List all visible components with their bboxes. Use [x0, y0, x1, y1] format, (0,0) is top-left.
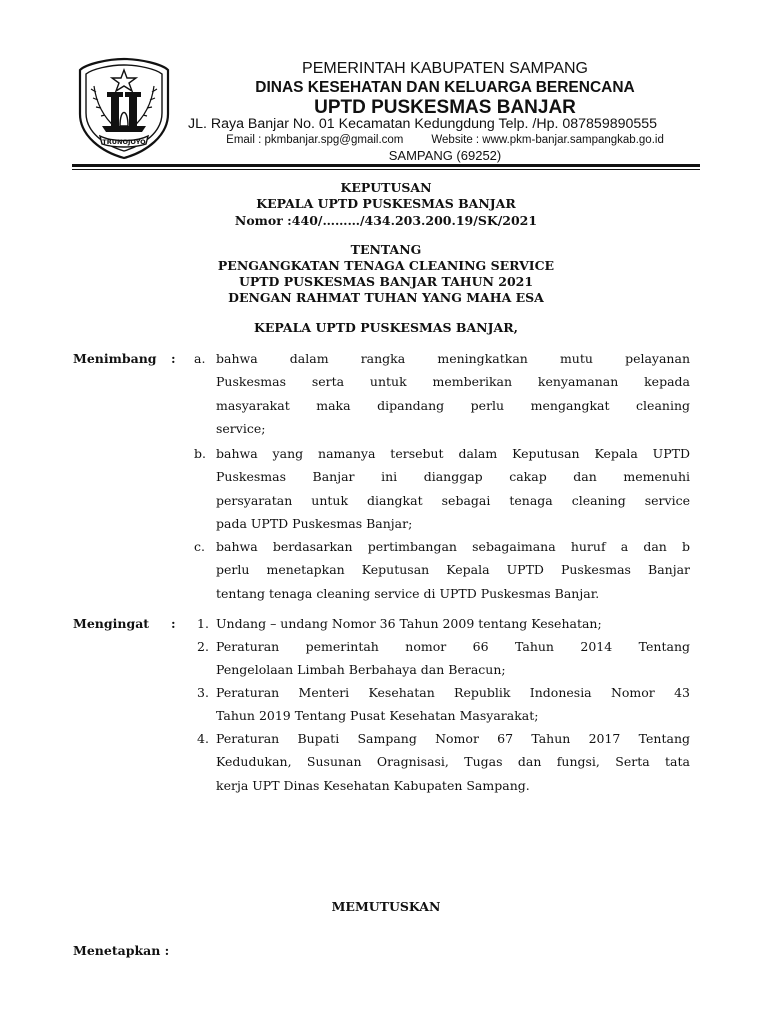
text-line: Tahun 2019 Tentang Pusat Kesehatan Masyarakat;: [216, 708, 539, 724]
mengingat-item-4: [216, 727, 690, 797]
mengingat-item-1: [216, 612, 690, 635]
text-line: Kedudukan, Susunan Oragnisasi, Tugas dan fungsi, Serta tata: [216, 754, 690, 770]
letterhead-divider: [72, 164, 700, 167]
menimbang-item-c: [216, 535, 690, 605]
decree-title: KEPUTUSAN: [340, 180, 432, 195]
decree-authority: KEPALA UPTD PUSKESMAS BANJAR,: [254, 320, 518, 335]
letterhead-website: Website : www.pkm-banjar.sampangkab.go.id: [431, 134, 664, 146]
text-line: Puskesmas serta untuk memberikan kenyamanan kepada: [216, 374, 690, 390]
text-line: kerja UPT Dinas Kesehatan Kabupaten Sampang.: [216, 777, 530, 793]
text-line: Pengelolaan Limbah Berbahaya dan Beracun;: [216, 662, 506, 678]
decree-about: TENTANG: [350, 242, 422, 257]
letterhead-address: JL. Raya Banjar No. 01 Kecamatan Kedungdung Telp. /Hp. 087859890555: [188, 116, 658, 132]
text-line: Undang – undang Nomor 36 Tahun 2009 tentang Kesehatan;: [216, 616, 602, 631]
menetapkan-label: Menetapkan :: [73, 943, 170, 958]
decree-number: Nomor :440/………/434.203.200.19/SK/2021: [234, 213, 538, 228]
menimbang-label: Menimbang: [73, 351, 157, 366]
letterhead-agency: DINAS KESEHATAN DAN KELUARGA BERENCANA: [255, 79, 635, 96]
mengingat-marker-1: 1.: [197, 616, 209, 631]
letterhead-institution: UPTD PUSKESMAS BANJAR: [314, 97, 576, 118]
text-line: tentang tenaga cleaning service di UPTD Puskesmas Banjar.: [216, 585, 600, 601]
menimbang-marker-c: c.: [194, 539, 205, 554]
logo-banner-text: TRUNOJOYO: [102, 138, 146, 146]
mengingat-marker-4: 4.: [197, 731, 209, 746]
text-line: bahwa dalam rangka meningkatkan mutu pelayanan: [216, 351, 690, 366]
decision-title: MEMUTUSKAN: [331, 899, 441, 914]
mengingat-item-3: [216, 681, 690, 728]
text-line: bahwa berdasarkan pertimbangan sebagaimana huruf a dan b: [216, 539, 690, 554]
mengingat-colon: :: [171, 616, 176, 631]
decree-invocation: DENGAN RAHMAT TUHAN YANG MAHA ESA: [228, 290, 544, 305]
menimbang-marker-b: b.: [194, 446, 206, 461]
decree-issuer: KEPALA UPTD PUSKESMAS BANJAR: [256, 196, 516, 211]
mengingat-label: Mengingat: [73, 616, 150, 631]
text-line: masyarakat maka dipandang perlu mengangkat cleaning: [216, 397, 690, 413]
decree-subject-line-1: PENGANGKATAN TENAGA CLEANING SERVICE: [217, 258, 555, 273]
mengingat-marker-3: 3.: [197, 685, 209, 700]
kabupaten-sampang-logo: [76, 56, 172, 160]
text-line: service;: [216, 420, 266, 436]
menimbang-colon: :: [171, 351, 176, 366]
decree-subject-line-2: UPTD PUSKESMAS BANJAR TAHUN 2021: [238, 274, 534, 289]
menimbang-item-a: [216, 347, 690, 440]
letterhead-contact: [190, 134, 700, 146]
text-line: Peraturan Bupati Sampang Nomor 67 Tahun 2017 Tentang: [216, 731, 690, 746]
text-line: pada UPTD Puskesmas Banjar;: [216, 515, 413, 531]
menimbang-marker-a: a.: [194, 351, 206, 366]
mengingat-marker-2: 2.: [197, 639, 209, 654]
text-line: persyaratan untuk diangkat sebagai tenaga cleaning service: [216, 492, 690, 508]
letterhead-email: Email : pkmbanjar.spg@gmail.com: [226, 134, 404, 146]
text-line: perlu menetapkan Keputusan Kepala UPTD Puskesmas Banjar: [216, 562, 690, 578]
text-line: Peraturan pemerintah nomor 66 Tahun 2014 Tentang: [216, 639, 690, 654]
mengingat-item-2: [216, 635, 690, 682]
letterhead-city: SAMPANG (69252): [388, 148, 502, 163]
letterhead-divider-thin: [72, 169, 700, 170]
text-line: Puskesmas Banjar ini dianggap cakap dan memenuhi: [216, 469, 690, 485]
letterhead-government: PEMERINTAH KABUPATEN SAMPANG: [302, 60, 588, 77]
menimbang-item-b: [216, 442, 690, 535]
text-line: Peraturan Menteri Kesehatan Republik Indonesia Nomor 43: [216, 685, 690, 700]
text-line: bahwa yang namanya tersebut dalam Keputusan Kepala UPTD: [216, 446, 690, 461]
